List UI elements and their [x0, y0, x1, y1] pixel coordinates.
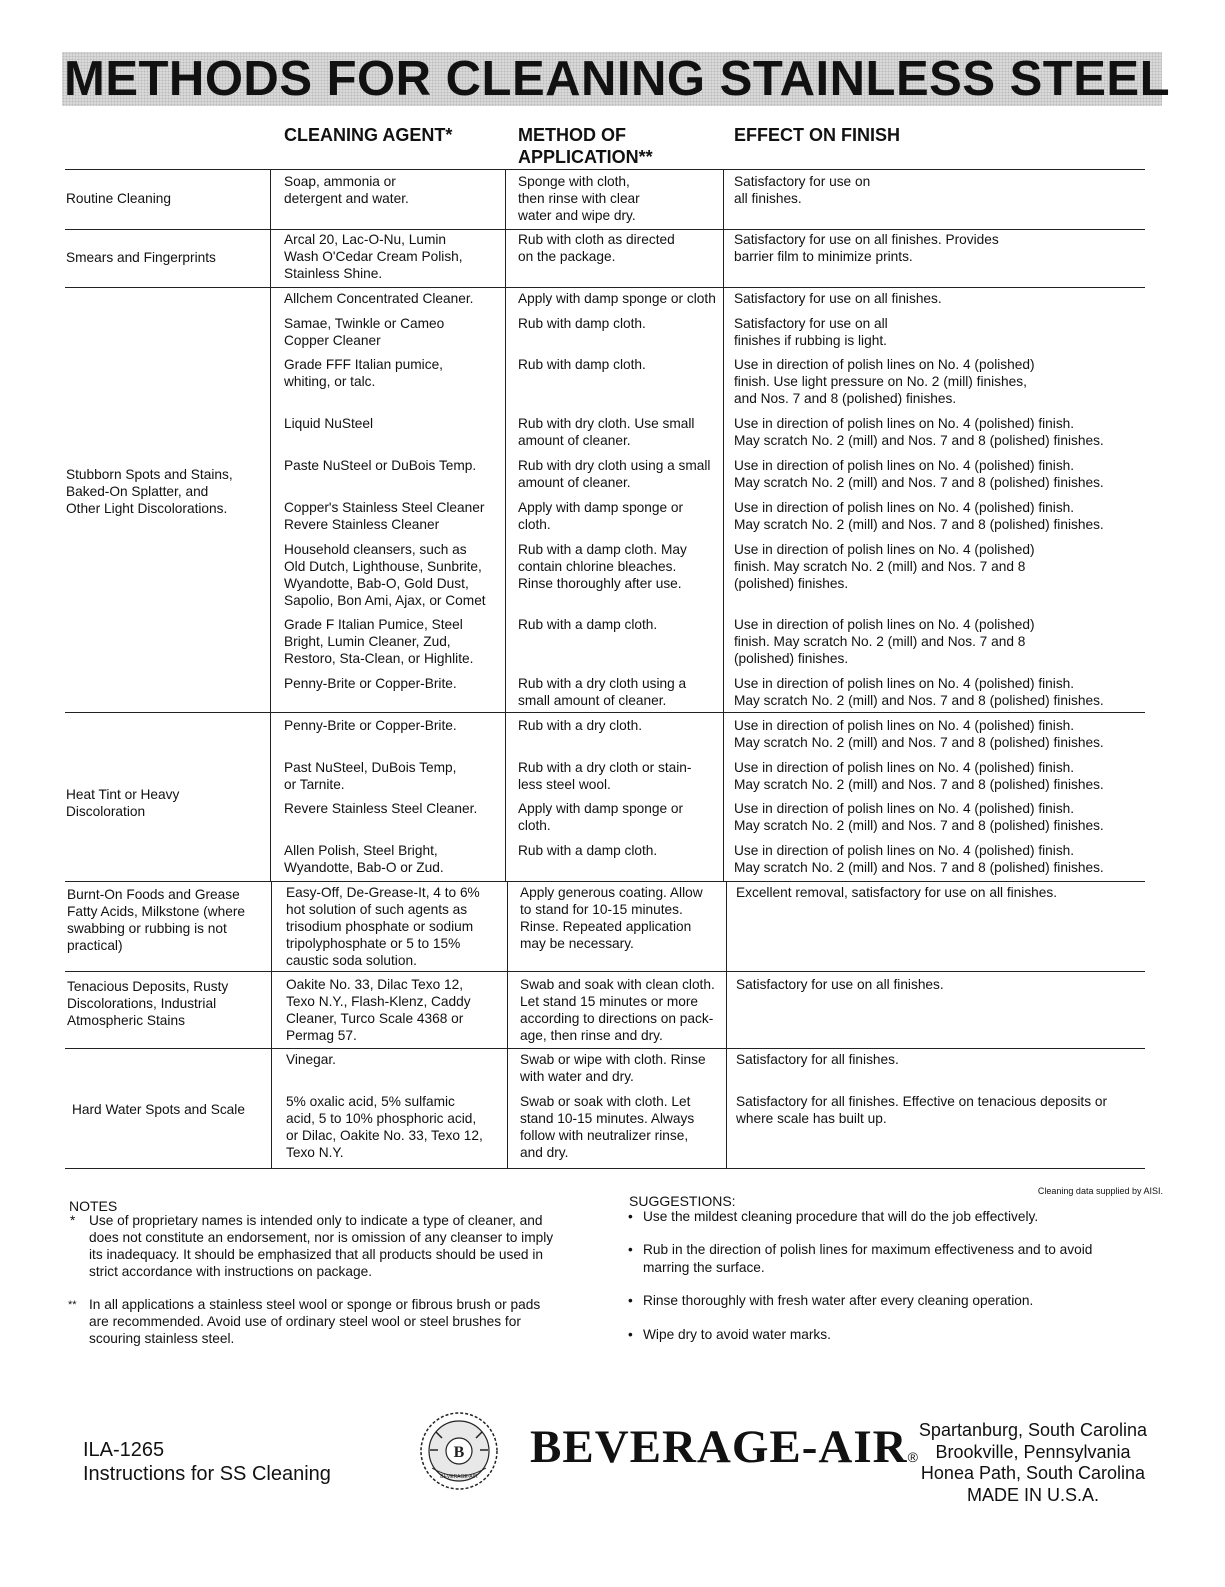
header-cleaning-agent: CLEANING AGENT*	[284, 125, 453, 145]
made-in-label: MADE IN U.S.A.	[966, 1484, 1100, 1505]
effect-cell: Satisfactory for use on all finishes if rubbing is light.	[734, 316, 888, 348]
table-rule	[65, 169, 1145, 170]
registered-mark: ®	[907, 1449, 919, 1465]
cleaning-agent-cell: Household cleansers, such as Old Dutch, Lighthouse, Sunbrite, Wyandotte, Bab-O, Gold Dust, Sapolio, Bon Ami, Ajax, or Comet	[284, 542, 486, 608]
method-cell: Rub with a dry cloth.	[518, 718, 643, 733]
cleaning-agent-cell: Paste NuSteel or DuBois Temp.	[284, 458, 477, 473]
cleaning-agent-cell: Grade FFF Italian pumice, whiting, or talc.	[284, 357, 443, 389]
cleaning-agent-cell: Arcal 20, Lac-O-Nu, Lumin Wash O'Cedar Cream Polish, Stainless Shine.	[284, 232, 463, 281]
effect-cell: Use in direction of polish lines on No. 4 (polished) finish. Use light pressure on No. 2 (mill) finishes, and Nos. 7 and 8 (polished) finishes.	[734, 357, 1035, 406]
column-divider	[270, 712, 271, 881]
cleaning-agent-cell: Copper's Stainless Steel Cleaner Revere Stainless Cleaner	[284, 500, 485, 532]
method-cell: Rub with dry cloth. Use small amount of cleaner.	[518, 416, 695, 448]
effect-cell: Satisfactory for use on all finishes.	[734, 291, 942, 306]
table-rule	[65, 881, 1145, 882]
effect-cell: Satisfactory for all finishes. Effective on tenacious deposits or where scale has built up.	[736, 1094, 1108, 1126]
document-title: Instructions for SS Cleaning	[83, 1463, 331, 1485]
header-method-of-application: METHOD OF APPLICATION**	[518, 125, 653, 167]
cleaning-agent-cell: Allen Polish, Steel Bright, Wyandotte, Bab-O or Zud.	[284, 843, 444, 875]
cleaning-agent-cell: Revere Stainless Steel Cleaner.	[284, 801, 478, 816]
location-line: Honea Path, South Carolina	[920, 1463, 1146, 1483]
effect-cell: Satisfactory for use on all finishes.	[734, 174, 871, 206]
table-rule	[65, 287, 1145, 288]
table-rule	[65, 229, 1145, 230]
method-cell: Swab or soak with cloth. Let stand 10-15 minutes. Always follow with neutralizer rinse, and dry.	[520, 1094, 695, 1160]
cleaning-agent-cell: Vinegar.	[286, 1052, 336, 1067]
effect-cell: Use in direction of polish lines on No. 4 (polished) finish. May scratch No. 2 (mill) and Nos. 7 and 8 (polished) finishes.	[734, 760, 1104, 792]
effect-cell: Use in direction of polish lines on No. 4 (polished) finish. May scratch No. 2 (mill) and Nos. 7 and 8 (polished) finishes.	[734, 718, 1104, 750]
method-cell: Rub with a damp cloth.	[518, 843, 658, 858]
note-text: Use of proprietary names is intended only to indicate a type of cleaner, and does not constitute an endorsement, nor is omission of any cleanser to imply its inadequacy. It should be emphasized that all products should be used in strict accordance with instructions on package.	[89, 1213, 554, 1279]
method-cell: Rub with damp cloth.	[518, 316, 646, 331]
row-category-label: Burnt-On Foods and Grease Fatty Acids, Milkstone (where swabbing or rubbing is not practical)	[67, 887, 245, 953]
method-cell: Apply with damp sponge or cloth.	[518, 801, 684, 833]
cleaning-agent-cell: Penny-Brite or Copper-Brite.	[284, 676, 457, 691]
effect-cell: Use in direction of polish lines on No. 4 (polished) finish. May scratch No. 2 (mill) and Nos. 7 and 8 (polished) finishes.	[734, 676, 1104, 708]
cleaning-agent-cell: Penny-Brite or Copper-Brite.	[284, 718, 457, 733]
row-category-label: Routine Cleaning	[66, 191, 172, 206]
suggestion-item: Wipe dry to avoid water marks.	[643, 1327, 831, 1342]
row-category-label: Heat Tint or Heavy Discoloration	[66, 787, 180, 819]
method-cell: Apply with damp sponge or cloth.	[518, 500, 684, 532]
suggestion-item: Rub in the direction of polish lines for maximum effectiveness and to avoid marring the surface.	[643, 1242, 1093, 1275]
cleaning-agent-cell: Past NuSteel, DuBois Temp, or Tarnite.	[284, 760, 457, 792]
suggestions-heading: SUGGESTIONS:	[629, 1193, 736, 1209]
row-category-label: Stubborn Spots and Stains, Baked-On Splatter, and Other Light Discolorations.	[66, 467, 233, 516]
cleaning-agent-cell: Allchem Concentrated Cleaner.	[284, 291, 474, 306]
column-divider	[271, 971, 272, 1048]
effect-cell: Use in direction of polish lines on No. 4 (polished) finish. May scratch No. 2 (mill) and Nos. 7 and 8 (polished) finishes.	[734, 542, 1035, 591]
method-cell: Swab or wipe with cloth. Rinse with water and dry.	[520, 1052, 706, 1084]
row-category-label: Hard Water Spots and Scale	[72, 1102, 245, 1117]
page-title: METHODS FOR CLEANING STAINLESS STEEL	[64, 52, 1171, 106]
cleaning-agent-cell: Oakite No. 33, Dilac Texo 12, Texo N.Y., Flash-Klenz, Caddy Cleaner, Turco Scale 4368 or Permag 57.	[286, 977, 471, 1043]
source-note: Cleaning data supplied by AISI.	[1037, 1186, 1163, 1196]
effect-cell: Use in direction of polish lines on No. 4 (polished) finish. May scratch No. 2 (mill) and Nos. 7 and 8 (polished) finishes.	[734, 500, 1104, 532]
table-rule	[65, 712, 1145, 713]
effect-cell: Use in direction of polish lines on No. 4 (polished) finish. May scratch No. 2 (mill) and Nos. 7 and 8 (polished) finishes.	[734, 843, 1104, 875]
note-text: In all applications a stainless steel wool or sponge or fibrous brush or pads are recommended. Avoid use of ordinary steel wool or steel brushes for scouring stainless steel.	[89, 1297, 541, 1346]
method-cell: Sponge with cloth, then rinse with clear water and wipe dry.	[518, 174, 640, 223]
table-rule	[65, 1048, 1145, 1049]
cleaning-agent-cell: Grade F Italian Pumice, Steel Bright, Lumin Cleaner, Zud, Restoro, Sta-Clean, or Highlite.	[284, 617, 474, 666]
method-cell: Rub with a damp cloth. May contain chlorine bleaches. Rinse thoroughly after use.	[518, 542, 687, 591]
cleaning-agent-cell: Easy-Off, De-Grease-It, 4 to 6% hot solution of such agents as trisodium phosphate or sodium tripolyphosphate or 5 to 15% caustic soda solution.	[286, 885, 480, 968]
company-seal-icon	[418, 1410, 500, 1492]
document-id	[83, 1438, 331, 1486]
column-divider	[271, 881, 272, 971]
method-cell: Rub with dry cloth using a small amount of cleaner.	[518, 458, 711, 490]
bullet-icon: •	[628, 1293, 633, 1308]
brand-name: BEVERAGE-AIR	[530, 1421, 908, 1473]
column-divider	[270, 287, 271, 712]
method-cell: Rub with a dry cloth or stain- less steel wool.	[518, 760, 692, 792]
note-marker: **	[68, 1299, 77, 1311]
effect-cell: Use in direction of polish lines on No. 4 (polished) finish. May scratch No. 2 (mill) and Nos. 7 and 8 (polished) finishes.	[734, 458, 1104, 490]
effect-cell: Use in direction of polish lines on No. 4 (polished) finish. May scratch No. 2 (mill) and Nos. 7 and 8 (polished) finishes.	[734, 416, 1104, 448]
column-divider	[270, 170, 271, 229]
bullet-icon: •	[628, 1242, 633, 1257]
header-effect-on-finish: EFFECT ON FINISH	[734, 125, 900, 145]
table-rule	[65, 1168, 1145, 1169]
seal-letter: B	[453, 1444, 465, 1461]
note-marker: *	[70, 1213, 76, 1228]
effect-cell: Use in direction of polish lines on No. 4 (polished) finish. May scratch No. 2 (mill) and Nos. 7 and 8 (polished) finishes.	[734, 801, 1104, 833]
suggestion-item: Rinse thoroughly with fresh water after every cleaning operation.	[643, 1293, 1034, 1308]
cleaning-agent-cell: Samae, Twinkle or Cameo Copper Cleaner	[284, 316, 445, 348]
bullet-icon: •	[628, 1209, 633, 1224]
method-cell: Apply generous coating. Allow to stand for 10-15 minutes. Rinse. Repeated application may be necessary.	[520, 885, 703, 951]
location-line: Spartanburg, South Carolina	[918, 1420, 1148, 1440]
method-cell: Rub with damp cloth.	[518, 357, 646, 372]
seal-text: BEVERAGE-AIR	[440, 1474, 478, 1480]
method-cell: Rub with a damp cloth.	[518, 617, 658, 632]
cleaning-agent-cell: Soap, ammonia or detergent and water.	[284, 174, 409, 206]
row-category-label: Smears and Fingerprints	[66, 250, 216, 265]
method-cell: Rub with cloth as directed on the package.	[518, 232, 675, 264]
brand-logo	[530, 1420, 919, 1474]
method-cell: Rub with a dry cloth using a small amount of cleaner.	[518, 676, 687, 708]
bullet-icon: •	[628, 1327, 633, 1342]
cleaning-agent-cell: 5% oxalic acid, 5% sulfamic acid, 5 to 10% phosphoric acid, or Dilac, Oakite No. 33, Texo 12, Texo N.Y.	[286, 1094, 483, 1160]
cleaning-agent-cell: Liquid NuSteel	[284, 416, 374, 431]
suggestion-item: Use the mildest cleaning procedure that will do the job effectively.	[643, 1209, 1039, 1224]
row-category-label: Tenacious Deposits, Rusty Discolorations, Industrial Atmospheric Stains	[67, 979, 229, 1028]
document-number: ILA-1265	[83, 1439, 165, 1461]
effect-cell: Satisfactory for all finishes.	[736, 1052, 899, 1067]
effect-cell: Excellent removal, satisfactory for use on all finishes.	[736, 885, 1058, 900]
location-line: Brookville, Pennsylvania	[935, 1441, 1131, 1462]
method-cell: Apply with damp sponge or cloth	[518, 291, 716, 306]
effect-cell: Use in direction of polish lines on No. 4 (polished) finish. May scratch No. 2 (mill) and Nos. 7 and 8 (polished) finishes.	[734, 617, 1035, 666]
effect-cell: Satisfactory for use on all finishes. Provides barrier film to minimize prints.	[734, 232, 999, 264]
method-cell: Swab and soak with clean cloth. Let stand 15 minutes or more according to directions on pack- age, then rinse and dry.	[520, 977, 715, 1043]
column-divider	[270, 229, 271, 287]
effect-cell: Satisfactory for use on all finishes.	[736, 977, 944, 992]
table-rule	[65, 971, 1145, 972]
notes-heading: NOTES	[69, 1198, 118, 1214]
company-locations	[908, 1420, 1158, 1506]
